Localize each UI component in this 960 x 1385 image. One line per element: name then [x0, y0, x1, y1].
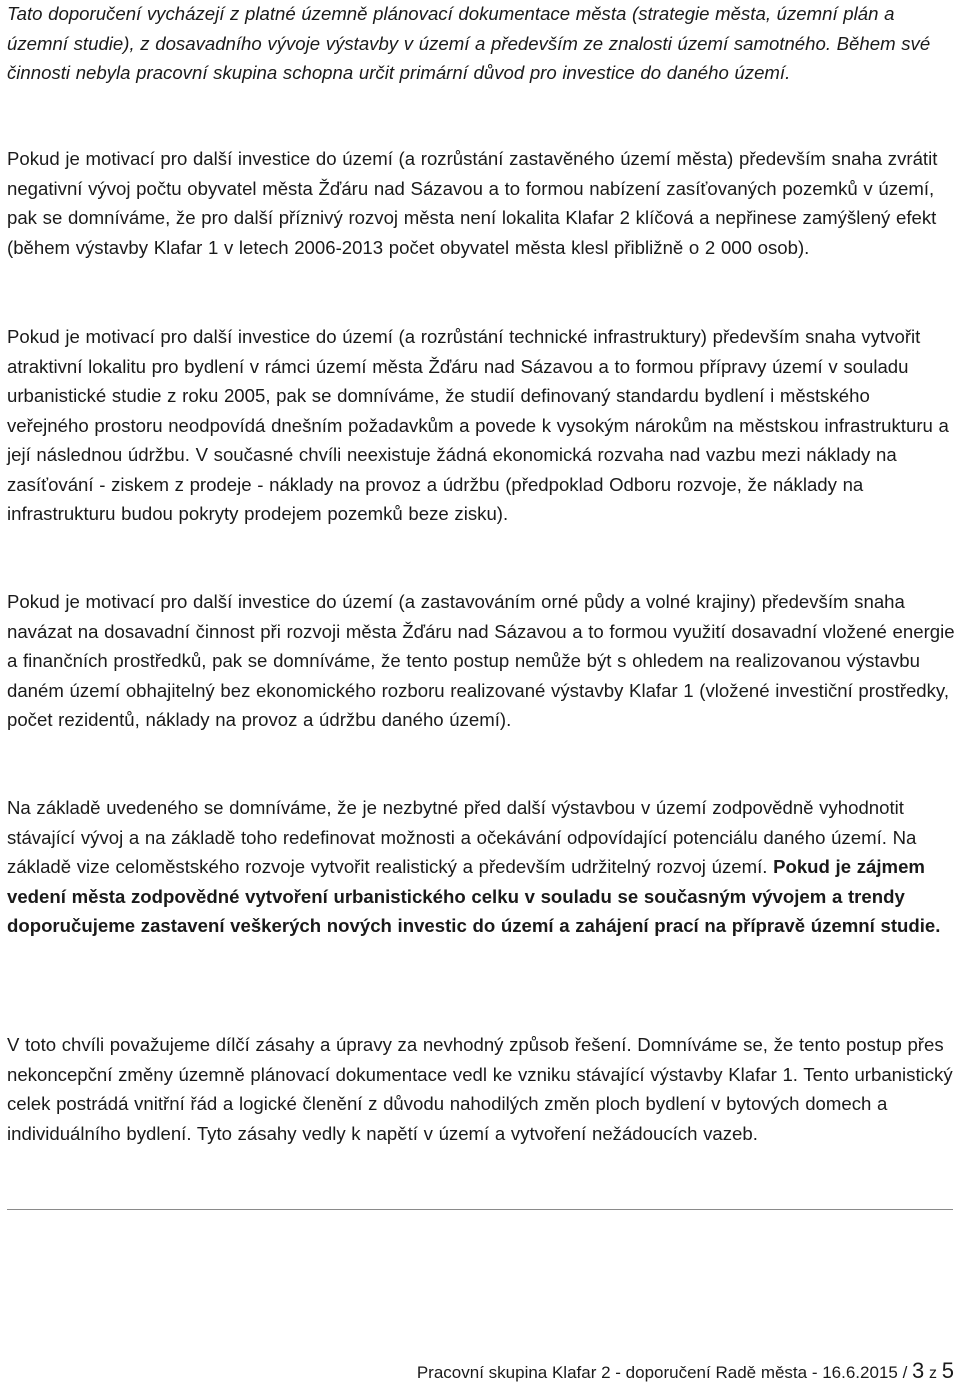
intro-paragraph: Tato doporučení vycházejí z platné územně plánovací dokumentace města (strategie města, územní plán a územní studie), z dosavadního vývoje výstavby v území a především ze znalosti území samotného. Během své činnosti nebyla pracovní skupina schopna určit primární důvod pro investice do daného území.	[7, 3, 931, 83]
page-of: z	[929, 1365, 938, 1382]
footer-divider	[7, 1209, 953, 1210]
recommendation-bold-text: Pokud je zájmem vedení města zodpovědné vytvoření urbanistického celku v souladu se současným vývojem a trendy doporučujeme zastavení veškerých nových investic do území a zahájení prací na přípravě územní studie.	[7, 856, 941, 936]
page-current: 3	[912, 1358, 925, 1383]
page-footer	[417, 1360, 954, 1385]
paragraph-recommendation	[7, 793, 955, 941]
paragraph-farmland: Pokud je motivací pro další investice do území (a zastavováním orné půdy a volné krajiny) především snaha navázat na dosavadní činnost při rozvoji města Žďáru nad Sázavou a to formou využití dosavadní vložené energie a finančních prostředků, pak se domníváme, že tento postup nemůže být s ohledem na realizovanou výstavbu daném území obhajitelný bez ekonomického rozboru realizované výstavby Klafar 1 (vložené investiční prostředky, počet rezidentů, náklady na provoz a údržbu daného území).	[7, 591, 955, 730]
footer-text: Pracovní skupina Klafar 2 - doporučení Radě města - 16.6.2015 /	[416, 1363, 913, 1382]
paragraph-infrastructure: Pokud je motivací pro další investice do území (a rozrůstání technické infrastruktury) především snaha vytvořit atraktivní lokalitu pro bydlení v rámci území města Žďáru nad Sázavou a to formou přípravy území v souladu urbanistické studie z roku 2005, pak se domníváme, že studií definovaný standardu bydlení i městského veřejného prostoru neodpovídá dnešním požadavkům a povede k vysokým nárokům na městskou infrastrukturu a její následnou údržbu. V současné chvíli neexistuje žádná ekonomická rozvaha nad vazbu mezi náklady na zasíťování - ziskem z prodeje - náklady na provoz a údržbu (předpoklad Odboru rozvoje, že náklady na infrastrukturu budou pokryty prodejem pozemků beze zisku).	[7, 326, 949, 524]
paragraph-population: Pokud je motivací pro další investice do území (a rozrůstání zastavěného území města) především snaha zvrátit negativní vývoj počtu obyvatel města Žďáru nad Sázavou a to formou nabízení zasíťovaných pozemků v území, pak se domníváme, že pro další příznivý rozvoj města není lokalita Klafar 2 klíčová a nepřinese zamýšlený efekt (během výstavby Klafar 1 v letech 2006-2013 počet obyvatel města klesl přibližně o 2 000 osob).	[7, 148, 938, 258]
page-total: 5	[941, 1358, 954, 1383]
paragraph-conclusion: V toto chvíli považujeme dílčí zásahy a úpravy za nevhodný způsob řešení. Domníváme se, že tento postup přes nekoncepční změny územně plánovací dokumentace vedl ke vzniku stávající výstavby Klafar 1. Tento urbanistický celek postrádá vnitřní řád a logické členění z důvodu nahodilých změn ploch bydlení v bytových domech a individuálního bydlení. Tyto zásahy vedly k napětí v území a vytvoření nežádoucích vazeb.	[7, 1034, 953, 1144]
recommendation-text: Na základě uvedeného se domníváme, že je nezbytné před další výstavbou v území zodpovědně vyhodnotit stávající vývoj a na základě toho redefinovat možnosti a očekávání odpovídající potenciálu daného území. Na základě vize celoměstského rozvoje vytvořit realistický a především udržitelný rozvoj území.	[7, 797, 917, 877]
